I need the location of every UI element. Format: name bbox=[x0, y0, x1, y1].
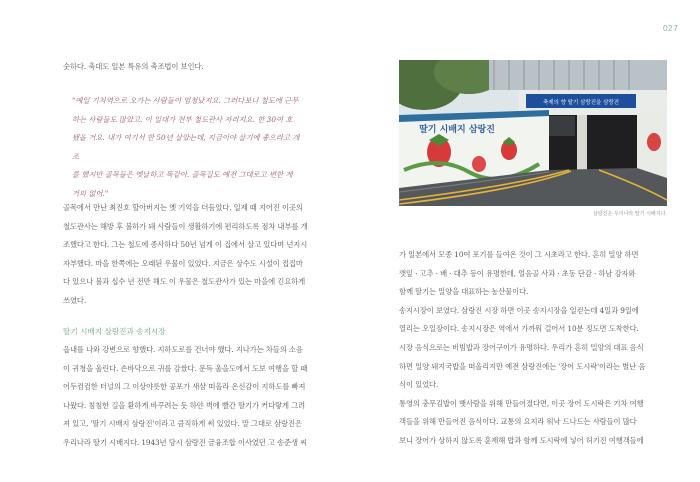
body-line: 열리는 오일장이다. 송지시장은 역에서 가까워 걸어서 10분 정도면 도착한다. bbox=[399, 324, 639, 334]
body-line: 자부했다. 마을 한쪽에는 오래된 우물이 있었다. 지금은 상수도 시설이 접집마 bbox=[63, 258, 303, 268]
interview-quote bbox=[72, 92, 304, 204]
body-line: 하면 밀양 돼지국밥을 떠올리지만 예전 삼랑진에는 '장어 도시락'이라는 별난 음 bbox=[399, 361, 646, 371]
body-line: 우리나라 딸기 시배지다. 1943년 당시 삼랑진 금융조합 이사였던 고 송준생 씨 bbox=[63, 437, 308, 447]
body-line: 객들을 위해 만들어진 음식이다. 교통의 요지라 워낙 드나드는 사람들이 많다 bbox=[399, 417, 637, 427]
opening-line: 숫하다. 축대도 일본 특유의 축조법이 보인다. bbox=[63, 62, 204, 71]
body-line: 골목에서 만난 최진호 할아버지는 옛 기억을 더듬었다. 일제 때 지어진 이곳의 bbox=[63, 203, 303, 212]
body-line: 다 있으나 불과 십수 년 전만 해도 이 우물은 철도관사가 있는 마을에 긴요하게 bbox=[63, 277, 306, 287]
body-line: 철도관사는 해방 후 불하가 돼 사람들이 생활하기에 편리하도록 점차 내부를 개 bbox=[63, 221, 308, 231]
body-line: 조했다고 한다. 그는 철도에 종사하다 50년 넘게 이 집에서 살고 있다며 넌지시 bbox=[63, 240, 308, 250]
intro-paragraph bbox=[63, 199, 309, 311]
right-body bbox=[399, 246, 667, 451]
page-number: 027 bbox=[662, 24, 678, 33]
photo-caption: 삼랑진은 우리나라 딸기 시배지다. bbox=[593, 211, 667, 217]
body-line: 함께 딸기는 밀양을 대표하는 농산물이다. bbox=[399, 287, 529, 297]
body-line: 깻잎 · 고추 · 배 · 대추 등이 유명한데, 얼음골 사과 · 초동 단감 · 하남 감자와 bbox=[399, 268, 636, 278]
body-line: 이 귀청을 울린다. 손바닥으로 귀를 감쌌다. 문득 울을도에서 도보 여행을 할 때 bbox=[63, 363, 308, 373]
tunnel-photo bbox=[399, 60, 667, 206]
quote-line: 됐을 거요. 내가 여기서 한 50년 살았는데, 지금이야 살기에 좋으라고 개조 bbox=[72, 133, 300, 161]
body-line: 읍내를 나와 강변으로 향했다. 지하도로를 건너야 했다. 지나가는 차들의 소음 bbox=[63, 345, 303, 354]
body-line: 쓰였다. bbox=[63, 295, 87, 305]
body-line: 가 일본에서 모종 10여 포기를 들여온 것이 그 시초라고 한다. 흔히 밀양 하면 bbox=[399, 250, 639, 259]
body-line: 나왔다. 침침한 길을 환하게 바꾸려는 듯 하얀 벽에 빨간 딸기가 커다랗게 그려 bbox=[63, 400, 306, 410]
quote-line: "예일 기차역으로 오가는 사람들이 엄청났지요. 그러다보니 철도에 근무 bbox=[72, 96, 299, 105]
body-line: 송지시장이 보였다. 삼랑진 시장 하면 이곳 송지시장을 일컫는데 4일과 9일에 bbox=[399, 305, 639, 315]
quote-line: 를 했지만 골목들은 옛날하고 똑같아. 골목길도 예전 그대로고 변한 게 bbox=[72, 170, 293, 180]
body-line: 보니 장어가 상하지 않도록 훈제해 밥과 함께 도시락에 넣어 허기진 여행객들에 bbox=[399, 435, 644, 445]
left-body bbox=[63, 341, 309, 453]
body-line: 어두컴컴한 터널의 그 이상야릇한 공포가 새삼 떠올라 온신감이 지하도를 빠져 bbox=[63, 382, 306, 392]
body-line: 시장 음식으로는 비빔밥과 장어구이가 유명하다. 우리가 흔히 밀양의 대표 음식 bbox=[399, 342, 644, 352]
body-line: 져 있고, '딸기 시배지 삼랑진'이라고 큼직하게 써 있었다. 말 그대로 삼랑진은 bbox=[63, 419, 302, 429]
quote-line: 거의 없어." bbox=[72, 188, 109, 198]
mural-text: 딸기 시배지 삼랑진 bbox=[419, 125, 495, 135]
banner-text: 축제의 향 딸기 삼랑진을 삼랑진 bbox=[542, 100, 620, 106]
quote-line: 하는 사람들도 많았고. 이 일대가 전부 철도관사 자리지요. 한 30여 호 bbox=[72, 114, 293, 124]
body-line: 식이 있었다. bbox=[399, 380, 439, 390]
left-opening bbox=[63, 58, 309, 77]
body-line: 통영의 충무김밥이 뱃사람을 위해 만들어졌다면, 이곳 장어 도시락은 기차 여행 bbox=[399, 398, 644, 408]
section-title: 딸기 시배지 삼랑진과 송지시장 bbox=[63, 327, 166, 336]
